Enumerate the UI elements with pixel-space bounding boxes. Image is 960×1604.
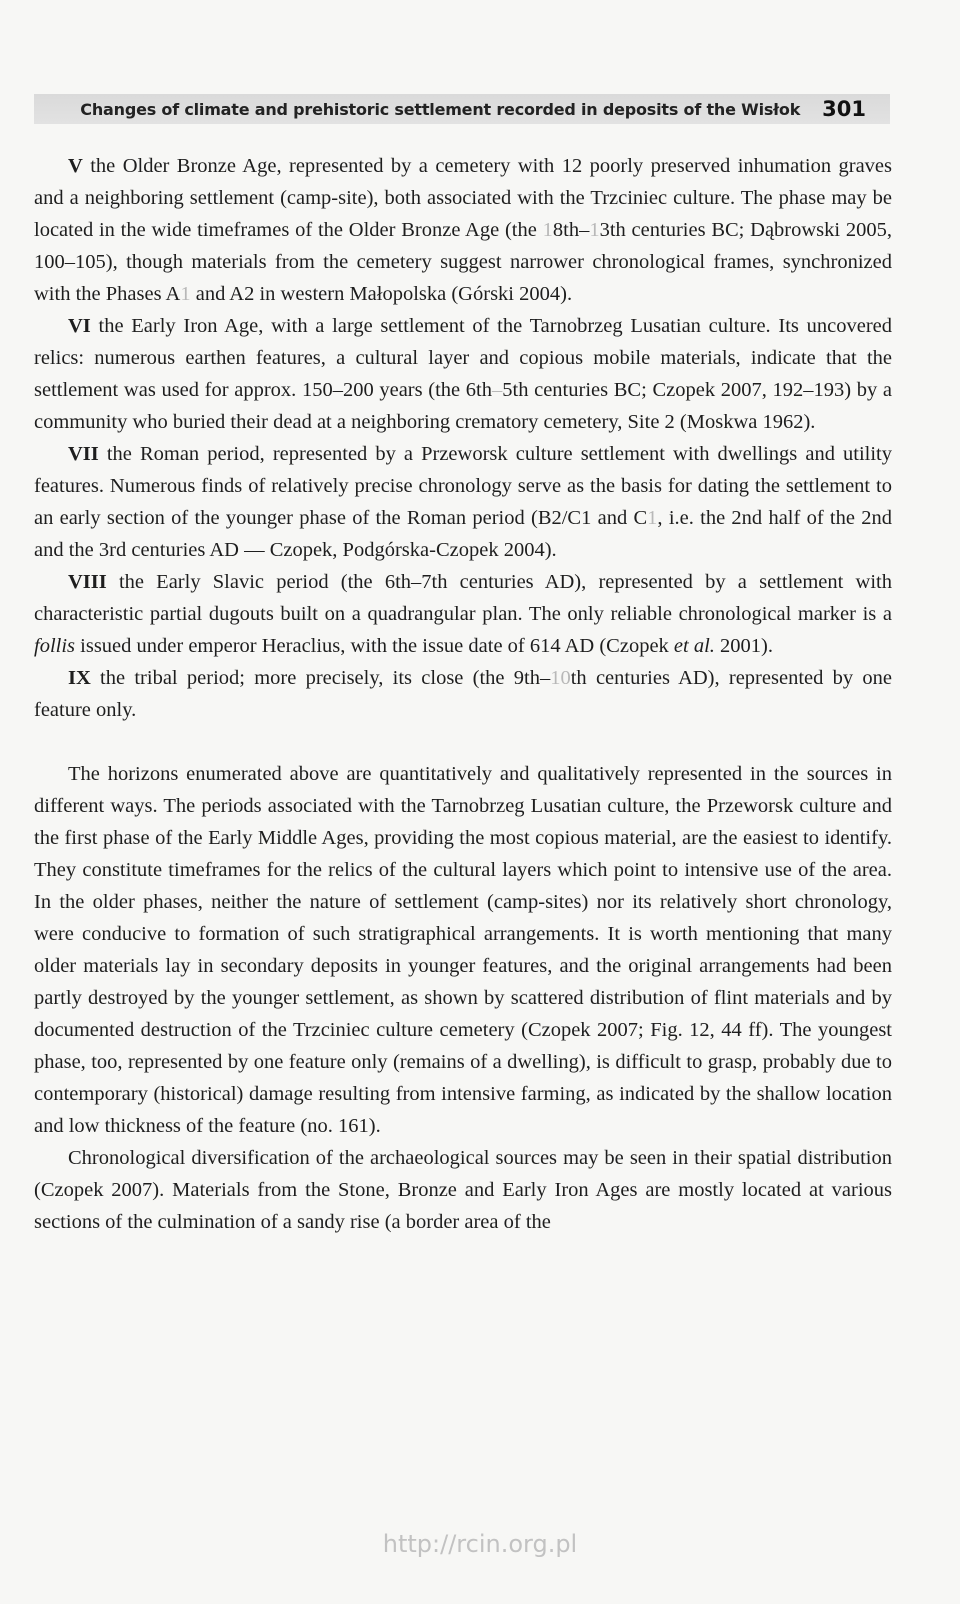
source-url-watermark: http://rcin.org.pl <box>382 1530 578 1558</box>
running-header-title: Changes of climate and prehistoric settlement recorded in deposits of the Wisłok <box>80 99 801 119</box>
paragraph-horizons: The horizons enumerated above are quantitatively and qualitatively represented in the sources in different ways. The periods associated with the Tarnobrzeg Lusatian culture, the Przeworsk culture and the first phase of the Early Middle Ages, providing the most copious material, are the easiest to identify. They constitute timeframes for the relics of the cultural layers which point to intensive use of the area. In the older phases, neither the nature of settlement (camp-sites) nor its relatively short chronology, were conducive to formation of such stratigraphical arrangements. It is worth mentioning that many older materials lay in secondary deposits in younger features, and the original arrangements had been partly destroyed by the younger settlement, as shown by scattered distribution of flint materials and by documented destruction of the Trzciniec culture cemetery (Czopek 2007; Fig. 12, 44 ff). The youngest phase, too, represented by one feature only (remains of a dwelling), is difficult to grasp, probably due to contemporary (historical) damage resulting from intensive farming, as indicated by the shallow location and low thickness of the feature (no. 161). <box>34 763 892 1137</box>
paragraph-chronological-diversification: Chronological diversification of the archaeological sources may be seen in their spatial distribution (Czopek 2007). Materials from the Stone, Bronze and Early Iron Ages are mostly located at various sections of the culmination of a sandy rise (a border area of the <box>34 1147 892 1233</box>
running-header <box>34 94 890 124</box>
page-number: 301 <box>822 97 866 121</box>
phase-numeral: VI <box>68 315 91 337</box>
phase-numeral: VIII <box>68 571 107 593</box>
paragraph-phase-vi: VI the Early Iron Age, with a large settlement of the Tarnobrzeg Lusatian culture. Its uncovered relics: numerous earthen features, a cultural layer and copious mobile materials, indicate that the settlement was used for approx. 150–200 years (the 6th–5th centuries BC; Czopek 2007, 192–193) by a community who buried their dead at a neighboring crematory cemetery, Site 2 (Moskwa 1962). <box>34 315 893 433</box>
phase-numeral: IX <box>68 667 91 689</box>
paragraph-phase-ix: IX the tribal period; more precisely, its close (the 9th–10th centuries AD), represented by one feature only. <box>34 667 892 721</box>
phase-numeral: V <box>68 155 83 177</box>
paragraph-phase-viii: VIII the Early Slavic period (the 6th–7th centuries AD), represented by a settlement with characteristic partial dugouts built on a quadrangular plan. The only reliable chronological marker is a follis issued under emperor Heraclius, with the issue date of 614 AD (Czopek et al. 2001). <box>34 571 892 657</box>
paragraph-phase-v: V the Older Bronze Age, represented by a cemetery with 12 poorly preserved inhumation graves and a neighboring settlement (camp-site), both associated with the Trzciniec culture. The phase may be located in the wide timeframes of the Older Bronze Age (the 18th–13th centuries BC; Dąbrowski 2005, 100–105), though materials from the cemetery suggest narrower chronological frames, synchronized with the Phases A1 and A2 in western Małopolska (Górski 2004). <box>34 155 892 305</box>
paragraph-phase-vii: VII the Roman period, represented by a Przeworsk culture settlement with dwellings and utility features. Numerous finds of relatively precise chronology serve as the basis for dating the settlement to an early section of the younger phase of the Roman period (B2/C1 and C1, i.e. the 2nd half of the 2nd and the 3rd centuries AD — Czopek, Podgórska-Czopek 2004). <box>34 443 892 561</box>
main-text <box>34 150 892 1238</box>
phase-numeral: VII <box>68 443 99 465</box>
